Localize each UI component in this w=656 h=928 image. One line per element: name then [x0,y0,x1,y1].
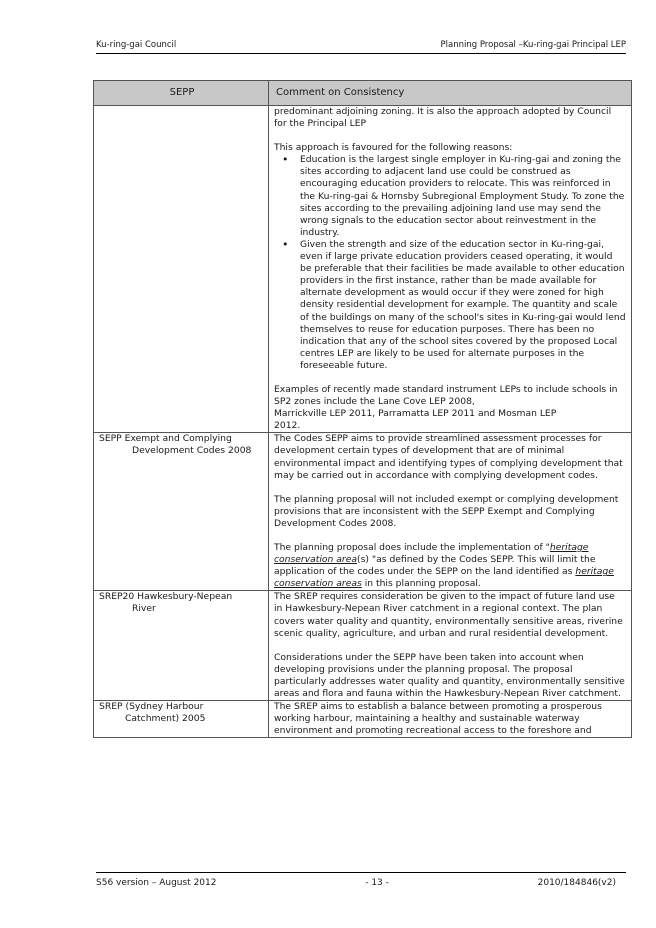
table-row [94,106,632,433]
comment-cell [269,701,632,738]
paragraph: The Codes SEPP aims to provide streamlined assessment processes for development certain types of development that are of minimal environmental impact and identifying types of complying development that may be carried out in accordance with complying development codes. [274,433,623,481]
text-line: Marrickville LEP 2011, Parramatta LEP 2011 and Mosman LEP [274,408,557,420]
text-line: Examples of recently made standard instrument LEPs to include schools in SP2 zones include the Lane Cove LEP 2008, [274,383,618,408]
header-rule [96,53,626,54]
header-document-title: Planning Proposal –Ku-ring-gai Principal LEP [440,40,626,50]
paragraph [274,384,626,432]
paragraph: Considerations under the SEPP have been taken into account when developing provisions under the planning proposal. The proposal particularly addresses water quality and quantity, environmentally sensitive areas and flora and fauna within the Hawkesbury-Nepean River catchment. [274,651,625,700]
paragraph: This approach is favoured for the following reasons: [274,142,513,154]
sepp-cell [94,591,269,701]
paragraph: The planning proposal will not included exempt or complying development provisions that are inconsistent with the SEPP Exempt and Complying Development Codes 2008. [274,493,619,529]
reasons-list [274,154,626,372]
column-header-sepp: SEPP [94,81,269,106]
paragraph: The SREP requires consideration be given to the impact of future land use in Hawkesbury-Nepean River catchment in a regional context. The plan covers water quality and quantity, environmentally sensitive areas, riverine scenic quality, agriculture, and urban and rural residential development. [274,591,623,639]
page-header [96,40,626,54]
sepp-cell [94,106,269,433]
sepp-name-line: SREP20 Hawkesbury-Nepean [99,591,233,603]
emphasis-text: heritage conservation areas [274,566,614,590]
column-header-comment: Comment on Consistency [269,81,632,106]
table-header-row [94,81,632,106]
list-item: • Given the strength and size of the education sector in Ku-ring-gai, even if large private education providers ceased operating, it would be preferable that their facilities be made available to other education providers in the first instance, rather than be made available for alternate development as would occur if they were zoned for high density residential development for example. The quantity and scale of the buildings on many of the school's sites in Ku-ring-gai would lend themselves to reuse for education purposes. There has been no indication that any of the school sites covered by the proposed Local centres LEP are likely to be used for alternate purposes in the foreseeable future. [300,239,626,372]
footer-version: S56 version – August 2012 [96,878,217,888]
paragraph: predominant adjoining zoning. It is also the approach adopted by Council for the Principal LEP [274,106,612,130]
sepp-cell [94,701,269,738]
footer-reference: 2010/184846(v2) [537,878,616,888]
emphasis-text: heritage conservation area [274,542,589,566]
table-row [94,591,632,701]
text-line: 2012. [274,420,301,432]
footer-rule [96,872,626,873]
sepp-cell [94,433,269,591]
sepp-name-line: Development Codes 2008 [132,445,252,457]
comment-cell [269,591,632,701]
text-run: (s) "as defined by the Codes SEPP. This will limit the application of the codes under the SEPP on the land identified as [274,554,596,578]
sepp-name-line: River [132,603,156,615]
page-number: - 13 - [365,878,389,888]
text-run: The planning proposal does include the implementation of " [274,542,550,553]
table-row [94,433,632,591]
sepp-name-line: SEPP Exempt and Complying [99,433,232,445]
header-council: Ku-ring-gai Council [96,40,177,50]
sepp-name-line: Catchment) 2005 [125,713,206,725]
paragraph [274,542,626,590]
consistency-table [93,80,632,738]
page-footer [96,878,616,892]
list-item: • Education is the largest single employer in Ku-ring-gai and zoning the sites according to adjacent land use could be construed as encouraging education providers to relocate. This was reinforced in the Ku-ring-gai & Hornsby Subregional Employment Study. To zone the sites according to the prevailing adjoining land use may send the wrong signals to the education sector about reinvestment in the industry. [300,154,626,239]
table-row [94,701,632,738]
text-run: in this planning proposal. [361,578,481,590]
paragraph: The SREP aims to establish a balance between promoting a prosperous working harbour, maintaining a healthy and sustainable waterway environment and promoting recreational access to the foreshore and [274,701,602,737]
comment-cell [269,106,632,433]
comment-cell [269,433,632,591]
sepp-name-line: SREP (Sydney Harbour [99,701,204,713]
